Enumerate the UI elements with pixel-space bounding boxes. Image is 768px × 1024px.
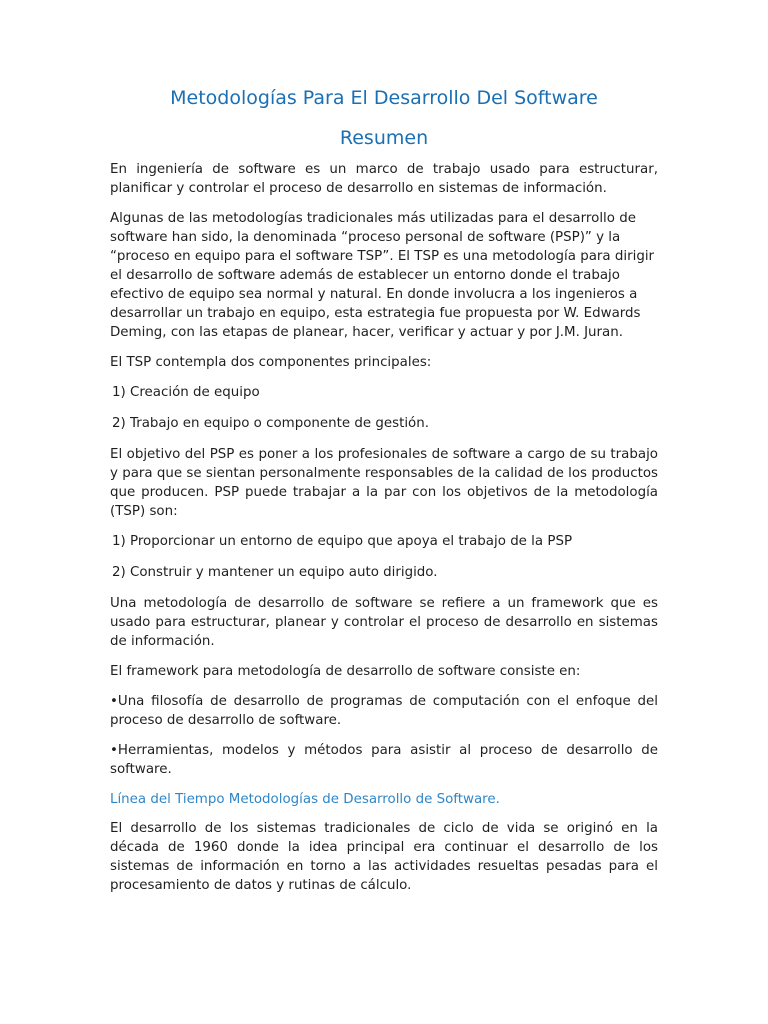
list-item: 2) Trabajo en equipo o componente de gestión. <box>112 416 429 431</box>
document-title: Metodologías Para El Desarrollo Del Software <box>170 87 598 109</box>
bullet-item: •Una filosofía de desarrollo de programas de computación con el enfoque del proceso de desarrollo de software. <box>110 694 658 728</box>
document-page <box>110 84 658 906</box>
list-item: 1) Creación de equipo <box>112 385 260 400</box>
list-item: 1) Proporcionar un entorno de equipo que apoya el trabajo de la PSP <box>112 534 573 549</box>
paragraph-definition: En ingeniería de software es un marco de trabajo usado para estructurar, planificar y controlar el proceso de desarrollo en sistemas de información. <box>110 162 658 196</box>
timeline-link-heading[interactable]: Línea del Tiempo Metodologías de Desarrollo de Software. <box>110 792 500 807</box>
paragraph-psp-objective: El objetivo del PSP es poner a los profesionales de software a cargo de su trabajo y para que se sientan personalmente responsables de la calidad de los productos que producen. PSP puede trabajar a la par con los objetivos de la metodología (TSP) son: <box>110 447 658 519</box>
paragraph-framework-consists: El framework para metodología de desarrollo de software consiste en: <box>110 664 581 679</box>
bullet-item: •Herramientas, modelos y métodos para asistir al proceso de desarrollo de software. <box>110 743 658 777</box>
paragraph-psp-tsp: Algunas de las metodologías tradicionales más utilizadas para el desarrollo de software han sido, la denominada “proceso personal de software (PSP)” y la “proceso en equipo para el software TSP”. El TSP es una metodología para dirigir el desarrollo de software además de establecer un entorno donde el trabajo efectivo de equipo sea normal y natural. En donde involucra a los ingenieros a desarrollar un trabajo en equipo, esta estrategia fue propuesta por W. Edwards Deming, con las etapas de planear, hacer, verificar y actuar y por J.M. Juran. <box>110 211 655 340</box>
document-subtitle: Resumen <box>339 127 429 149</box>
paragraph-framework-definition: Una metodología de desarrollo de software se refiere a un framework que es usado para estructurar, planear y controlar el proceso de desarrollo en sistemas de información. <box>110 596 658 649</box>
list-item: 2) Construir y mantener un equipo auto dirigido. <box>112 565 438 580</box>
paragraph-history: El desarrollo de los sistemas tradicionales de ciclo de vida se originó en la década de 1960 donde la idea principal era continuar el desarrollo de los sistemas de información en torno a las actividades resueltas pesadas para el procesamiento de datos y rutinas de cálculo. <box>110 821 658 893</box>
paragraph-tsp-components: El TSP contempla dos componentes principales: <box>110 355 432 370</box>
